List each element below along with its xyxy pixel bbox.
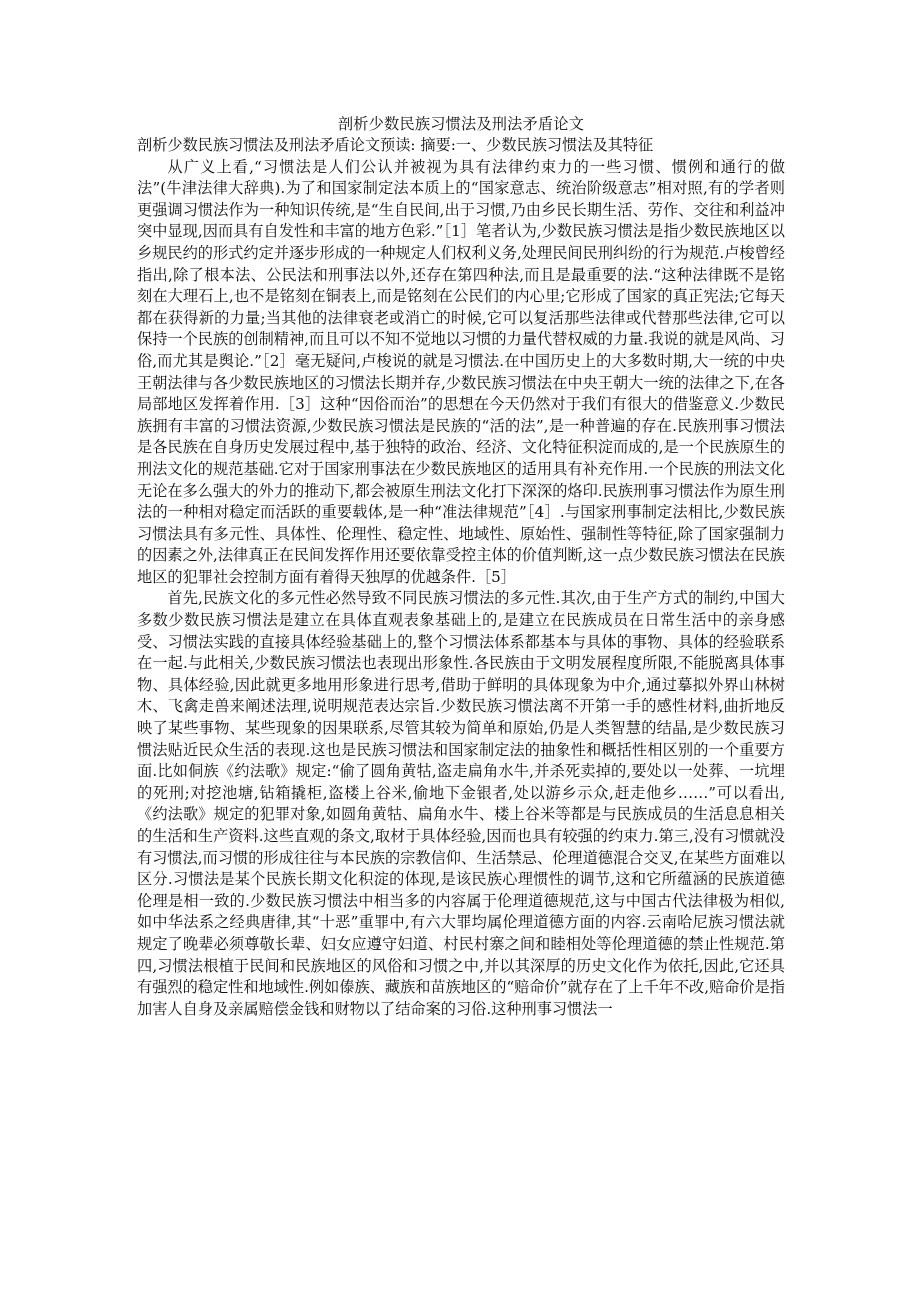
- paragraph-1: 从广义上看,“习惯法是人们公认并被视为具有法律约束力的一些习惯、惯例和通行的做法”(牛津法律大辞典).为了和国家制定法本质上的“国家意志、统治阶级意志”相对照,有的学者则更强调习惯法作为一种知识传统,是“生自民间,出于习惯,乃由乡民长期生活、劳作、交往和利益冲突中显现,因而具有自发性和丰富的地方色彩.”［1］笔者认为,少数民族习惯法是指少数民族地区以乡规民约的形式约定并逐步形成的一种规定人们权利义务,处理民间民刑纠纷的行为规范.卢梭曾经指出,除了根本法、公民法和刑事法以外,还存在第四种法,而且是最重要的法.“这种法律既不是铭刻在大理石上,也不是铭刻在铜表上,而是铭刻在公民们的内心里;它形成了国家的真正宪法;它每天都在获得新的力量;当其他的法律衰老或消亡的时候,它可以复活那些法律或代替那些法律,它可以保持一个民族的创制精神,而且可以不知不觉地以习惯的力量代替权威的力量.我说的就是风尚、习俗,而尤其是舆论.”［2］毫无疑问,卢梭说的就是习惯法.在中国历史上的大多数时期,大一统的中央王朝法律与各少数民族地区的习惯法长期并存,少数民族习惯法在中央王朝大一统的法律之下,在各局部地区发挥着作用.［3］这种“因俗而治”的思想在今天仍然对于我们有很大的借鉴意义.少数民族拥有丰富的习惯法资源,少数民族习惯法是民族的“活的法”,是一种普遍的存在.民族刑事习惯法是各民族在自身历史发展过程中,基于独特的政治、经济、文化特征积淀而成的,是一个民族原生的刑法文化的规范基础.它对于国家刑事法在少数民族地区的适用具有补充作用.一个民族的刑法文化无论在多么强大的外力的推动下,都会被原生刑法文化打下深深的烙印.民族刑事习惯法作为原生刑法的一种相对稳定而活跃的重要载体,是一种“准法律规范”［4］.与国家刑事制定法相比,少数民族习惯法具有多元性、具体性、伦理性、稳定性、地域性、原始性、强制性等特征,除了国家强制力的因素之外,法律真正在民间发挥作用还要依靠受控主体的价值判断,这一点少数民族习惯法在民族地区的犯罪社会控制方面有着得天独厚的优越条件.［5］: [137, 157, 785, 586]
- paragraph-2: 首先,民族文化的多元性必然导致不同民族习惯法的多元性.其次,由于生产方式的制约,中国大多数少数民族习惯法是建立在具体直观表象基础上的,是建立在民族成员在日常生活中的亲身感受、习惯法实践的直接具体经验基础上的,整个习惯法体系都基本与具体的事物、具体的经验联系在一起.与此相关,少数民族习惯法也表现出形象性.各民族由于文明发展程度所限,不能脱离具体事物、具体经验,因此就更多地用形象进行思考,借助于鲜明的具体现象为中介,通过摹拟外界山林树木、飞禽走兽来阐述法理,说明规范表达宗旨.少数民族习惯法离不开第一手的感性材料,曲折地反映了某些事物、某些现象的因果联系,尽管其较为简单和原始,仍是人类智慧的结晶,是少数民族习惯法贴近民众生活的表现.这也是民族习惯法和国家制定法的抽象性和概括性相区别的一个重要方面.比如侗族《约法歌》规定:“偷了圆角黄牯,盗走扁角水牛,并杀死卖掉的,要处以一处葬、一坑埋的死刑;对挖池塘,钻箱撬柜,盗楼上谷米,偷地下金银者,处以游乡示众,赶走他乡……”可以看出,《约法歌》规定的犯罪对象,如圆角黄牯、扁角水牛、楼上谷米等都是与民族成员的生活息息相关的生活和生产资料.这些直观的条文,取材于具体经验,因而也具有较强的约束力.第三,没有习惯就没有习惯法,而习惯的形成往往与本民族的宗教信仰、生活禁忌、伦理道德混合交叉,在某些方面难以区分.习惯法是某个民族长期文化积淀的体现,是该民族心理惯性的调节,这和它所蕴涵的民族道德伦理是相一致的.少数民族习惯法中相当多的内容属于伦理道德规范,这与中国古代法律极为相似,如中华法系之经典唐律,其“十恶”重罪中,有六大罪均属伦理道德方面的内容.云南哈尼族习惯法就规定了晚辈必须尊敬长辈、妇女应遵守妇道、村民村寨之间和睦相处等伦理道德的禁止性规范.第四,习惯法根植于民间和民族地区的风俗和习惯之中,并以其深厚的历史文化作为依托,因此,它还具有强烈的稳定性和地域性.例如傣族、藏族和苗族地区的“赔命价”就存在了上千年不改,赔命价是指加害人自身及亲属赔偿金钱和财物以了结命案的习俗.这种刑事习惯法一: [137, 589, 785, 1018]
- document-lead: 剖析少数民族习惯法及刑法矛盾论文预读: 摘要:一、少数民族习惯法及其特征: [137, 136, 654, 154]
- document-body: [137, 113, 785, 1020]
- document-title: 剖析少数民族习惯法及刑法矛盾论文: [337, 115, 585, 133]
